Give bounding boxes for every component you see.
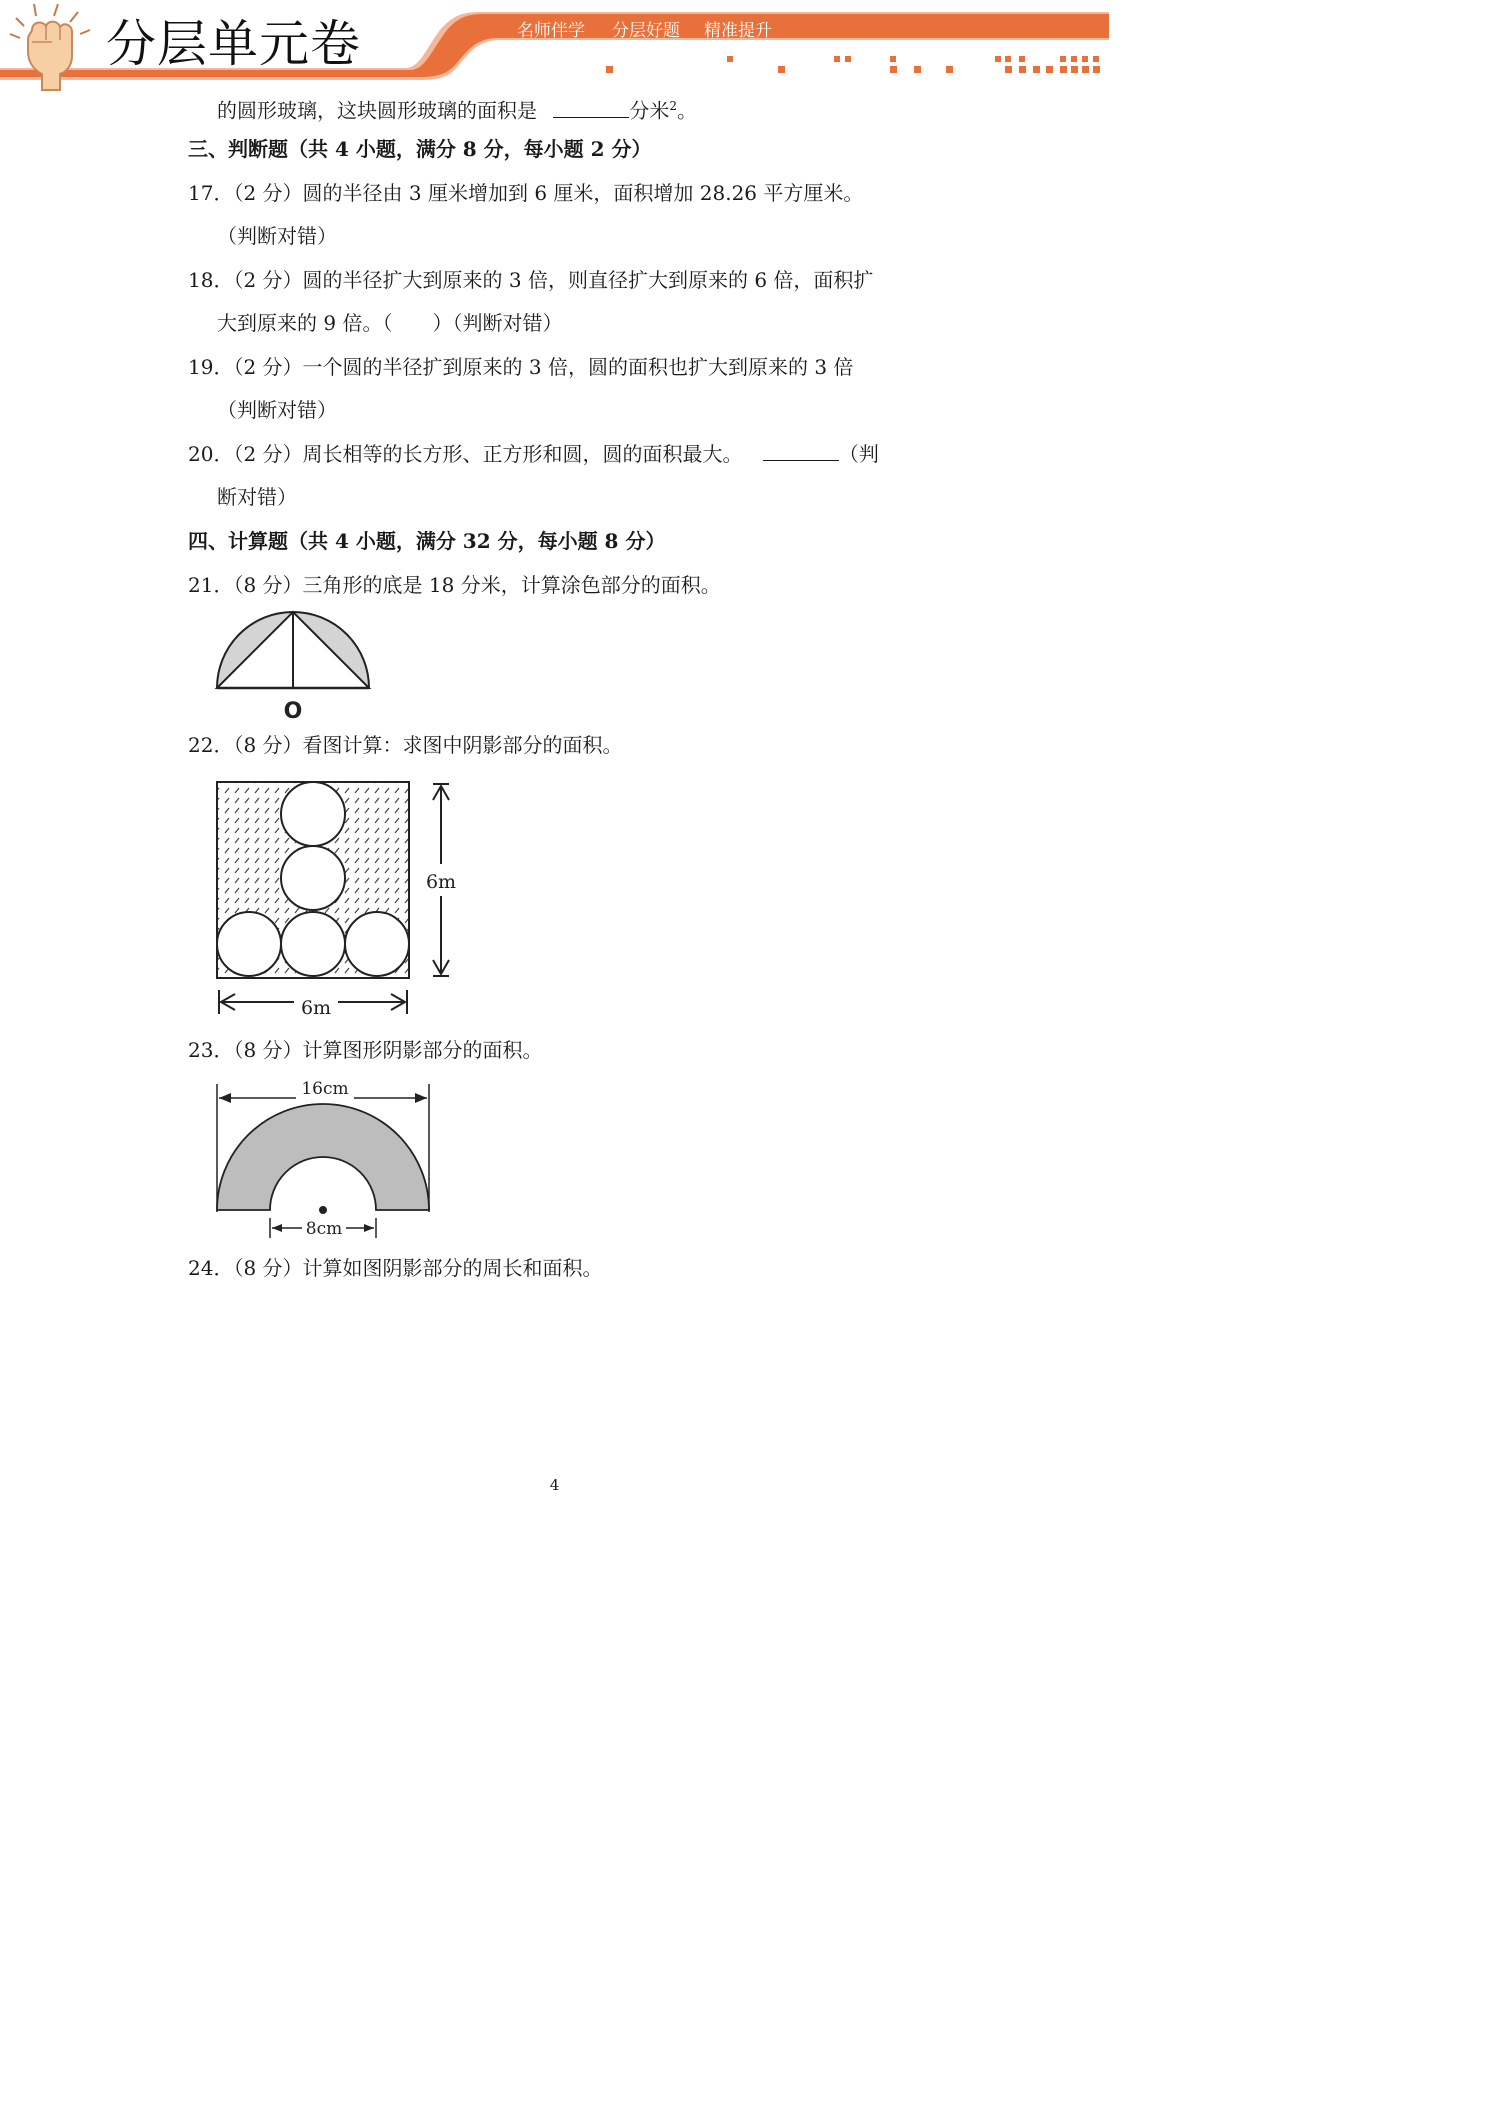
- q20-line2: 断对错）: [217, 485, 297, 509]
- q23-inner-label: 8cm: [305, 1219, 343, 1239]
- q23-half-ring-figure: [212, 1074, 434, 1244]
- q22-text: 22．（8 分）看图计算：求图中阴影部分的面积。: [188, 733, 623, 757]
- answer-blank-16[interactable]: [553, 97, 629, 118]
- continuation-line: [217, 92, 697, 125]
- q20-text: 20．（2 分）周长相等的长方形、正方形和圆，圆的面积最大。: [188, 442, 743, 466]
- q21-text: 21．（8 分）三角形的底是 18 分米，计算涂色部分的面积。: [188, 573, 721, 597]
- q22-square-circles-figure: [212, 776, 462, 1022]
- q21-center-label: O: [283, 699, 303, 724]
- q19-line1: 19．（2 分）一个圆的半径扩到原来的 3 倍，圆的面积也扩大到原来的 3 倍: [188, 355, 854, 379]
- q24-text: 24．（8 分）计算如图阴影部分的周长和面积。: [188, 1256, 603, 1280]
- fist-icon: [6, 0, 98, 92]
- q18-line2: 大到原来的 9 倍。（ ）（判断对错）: [217, 311, 563, 335]
- q20-end: （判: [838, 442, 879, 466]
- q19-line2: （判断对错）: [217, 398, 337, 422]
- q22-height-label: 6m: [425, 871, 457, 893]
- brand-title: 分层单元卷: [106, 15, 361, 73]
- continuation-text: 的圆形玻璃，这块圆形玻璃的面积是: [217, 98, 537, 123]
- q23-text: 23．（8 分）计算图形阴影部分的面积。: [188, 1038, 543, 1062]
- continuation-sup: 2: [669, 99, 677, 113]
- page-header: [0, 0, 1109, 92]
- q21-semicircle-figure: [212, 606, 378, 724]
- page-number: 4: [549, 1476, 560, 1494]
- answer-blank-20[interactable]: [763, 440, 839, 461]
- section-3-title: 三、判断题（共 4 小题，满分 8 分，每小题 2 分）: [188, 137, 652, 161]
- slogan-2: 分层好题: [612, 21, 680, 41]
- continuation-end: 。: [677, 98, 697, 123]
- q20-line1: [188, 440, 879, 468]
- q17-line1: 17．（2 分）圆的半径由 3 厘米增加到 6 厘米，面积增加 28.26 平方厘米。: [188, 181, 864, 205]
- q22-width-label: 6m: [300, 997, 332, 1019]
- q17-line2: （判断对错）: [217, 224, 337, 248]
- q18-line1: 18．（2 分）圆的半径扩大到原来的 3 倍，则直径扩大到原来的 6 倍，面积扩: [188, 268, 874, 292]
- slogan-3: 精准提升: [704, 21, 772, 41]
- continuation-unit: 分米: [629, 98, 670, 123]
- slogan-1: 名师伴学: [517, 21, 585, 41]
- q23-outer-label: 16cm: [301, 1079, 349, 1099]
- section-4-title: 四、计算题（共 4 小题，满分 32 分，每小题 8 分）: [188, 529, 666, 553]
